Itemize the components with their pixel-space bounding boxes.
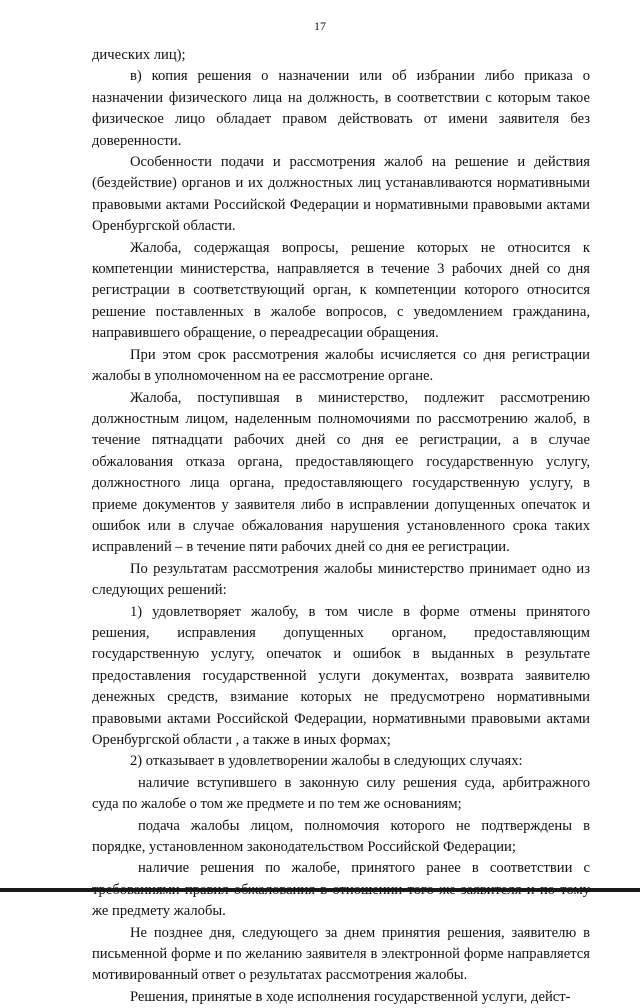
paragraph-refusal-case-3: наличие решения по жалобе, принятого ранее в соответствии с же предмету жалобы. bbox=[92, 860, 590, 920]
paragraph-decision-2: 2) отказывает в удовлетворении жалобы в следующих случаях: bbox=[130, 753, 523, 770]
paragraph-complaint-features: Особенности подачи и рассмотрения жалоб на решение и действия (бездействие) органов и их должностных лиц устанавливаются нормативными правовыми актами Российской Федерации и нормативными правовыми актами Оренбургской области. bbox=[92, 154, 590, 235]
page-number: 17 bbox=[314, 19, 326, 33]
paragraph-response-deadline: Не позднее дня, следующего за днем принятия решения, заявителю в письменной форме и по желанию заявителя в электронной форме направляется мотивированный ответ о результатах рассмотрения жалобы. bbox=[92, 924, 590, 984]
document-body bbox=[92, 45, 590, 1008]
bottom-scan-border bbox=[0, 888, 640, 892]
paragraph-item-v: в) копия решения о назначении или об избрании либо приказа о назначении физического лица на должность, в соответствии с которым такое физическое лицо обладает правом действовать от имени заявителя без доверенности. bbox=[92, 68, 590, 149]
paragraph-decisions-intro: По результатам рассмотрения жалобы министерство принимает одно из следующих решений: bbox=[92, 560, 590, 599]
paragraph-continuation: дических лиц); bbox=[92, 47, 186, 63]
paragraph-complaint-redirect: Жалоба, содержащая вопросы, решение которых не относится к компетенции министерства, направляется в течение 3 рабочих дней со дня регистрации в соответствующий орган, к компетенции которого относится решение поставленных в жалобе вопросов, с уведомлением гражданина, направившего обращение, о переадресации обращения. bbox=[92, 239, 590, 342]
paragraph-decision-1: 1) удовлетворяет жалобу, в том числе в форме отмены принятого решения, исправления допущенных органом, предоставляющим государственную услугу, опечаток и ошибок в выданных в результате предоставления государственной услуги документах, возврата заявителю денежных средств, взимание которых не предусмотрено нормативными правовыми актами Российской Федерации, нормативными правовыми актами Оренбургской области , а также в иных формах; bbox=[92, 603, 590, 748]
paragraph-refusal-case-2: подача жалобы лицом, полномочия которого не подтверждены в порядке, установленном законодательством Российской Федерации; bbox=[92, 817, 590, 856]
paragraph-review-deadline: Жалоба, поступившая в министерство, подлежит рассмотрению должностным лицом, наделенным полномочиями по рассмотрению жалоб, в течение пятнадцати рабочих дней со дня ее регистрации, а в случае обжалования отказа органа, предоставляющего государственную услугу, должностного лица органа, предоставляющего государственную услугу, в приеме документов у заявителя либо в исправлении допущенных опечаток и ошибок или в случае обжалования нарушения установленного срока таких исправлений – в течение пяти рабочих дней со дня ее регистрации. bbox=[92, 389, 590, 556]
paragraph-refusal-case-1: наличие вступившего в законную силу решения суда, арбитражного суда по жалобе о том же предмете и по тем же основаниям; bbox=[92, 774, 590, 813]
paragraph-review-term: При этом срок рассмотрения жалобы исчисляется со дня регистрации жалобы в уполномоченном на ее рассмотрение органе. bbox=[92, 346, 590, 385]
paragraph-decisions-continued: Решения, принятые в ходе исполнения государственной услуги, дейст- bbox=[130, 988, 571, 1005]
